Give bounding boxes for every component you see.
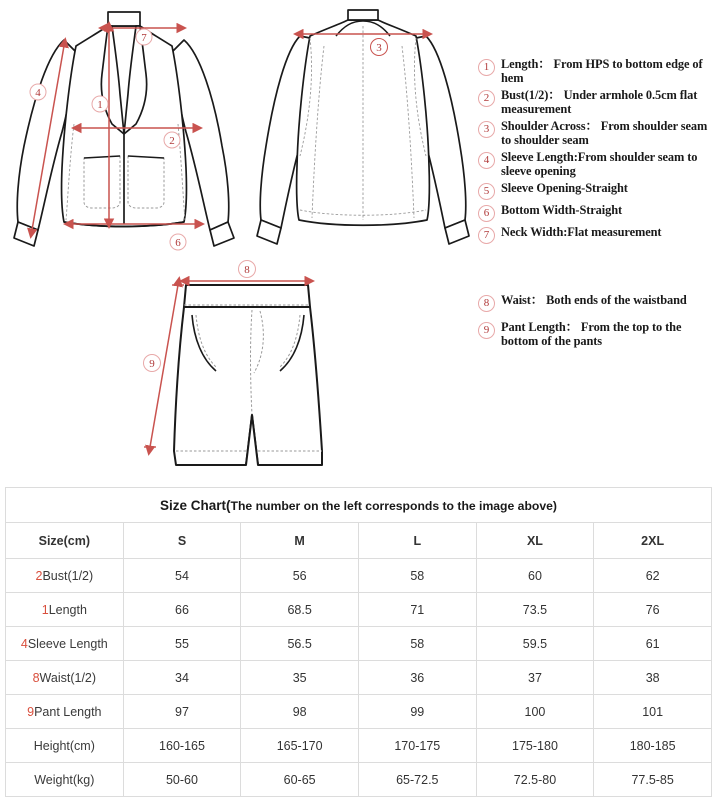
table-header-row <box>6 523 712 559</box>
cell-sleeve-s: 55 <box>123 627 241 661</box>
svg-text:3: 3 <box>376 42 382 54</box>
legend-marker-3: 3 <box>478 121 495 138</box>
cell-sleeve-l: 58 <box>358 627 476 661</box>
jacket-back-illustration <box>252 6 474 258</box>
cell-pant-xl: 100 <box>476 695 594 729</box>
cell-length-xl: 73.5 <box>476 593 594 627</box>
cell-height-l: 170-175 <box>358 729 476 763</box>
legend-text-9: Pant Length： From the top to the bottom of the pants <box>501 320 682 348</box>
legend-item <box>478 226 713 244</box>
row-label-length <box>6 593 124 627</box>
legend-text-1: Length： From HPS to bottom edge of hem <box>501 57 703 85</box>
legend-marker-1: 1 <box>478 59 495 76</box>
header-size-cm: Size(cm) <box>6 523 124 559</box>
cell-weight-l: 65-72.5 <box>358 763 476 797</box>
cell-waist-xl: 37 <box>476 661 594 695</box>
svg-text:9: 9 <box>149 358 155 370</box>
row-label-text: Sleeve Length <box>27 636 108 651</box>
size-chart-table <box>5 487 712 797</box>
row-marker-number: 4 <box>20 636 28 651</box>
cell-pant-2xl: 101 <box>594 695 712 729</box>
cell-weight-2xl: 77.5-85 <box>594 763 712 797</box>
legend-marker-8: 8 <box>478 295 495 312</box>
cell-bust-l: 58 <box>358 559 476 593</box>
legend-marker-2: 2 <box>478 90 495 107</box>
legend-item <box>478 151 713 178</box>
size-chart-title-main: Size Chart( <box>160 497 231 513</box>
table-row <box>6 763 712 797</box>
marker-4 <box>30 84 46 100</box>
row-label-text: Height(cm) <box>33 738 95 753</box>
svg-text:1: 1 <box>97 99 103 111</box>
row-label-bust <box>6 559 124 593</box>
legend-item <box>478 294 713 312</box>
jacket-front-illustration <box>8 6 246 258</box>
legend-text-4: Sleeve Length:From shoulder seam to sleeve opening <box>501 150 698 178</box>
row-label-text: Weight(kg) <box>34 772 95 787</box>
row-label-text: Bust(1/2) <box>42 568 94 583</box>
row-marker-number: 1 <box>41 602 49 617</box>
legend-item <box>478 182 713 200</box>
legend-item <box>478 120 713 147</box>
row-label-text: Length <box>48 602 87 617</box>
row-marker-number: 9 <box>27 704 35 719</box>
table-row <box>6 627 712 661</box>
row-marker-number: 2 <box>35 568 43 583</box>
cell-bust-s: 54 <box>123 559 241 593</box>
row-label-pant-length <box>6 695 124 729</box>
size-chart-title-sub: The number on the left corresponds to the image above) <box>230 498 557 513</box>
marker-8 <box>239 261 256 278</box>
cell-waist-s: 34 <box>123 661 241 695</box>
legend-item <box>478 58 713 85</box>
legend-text-6: Bottom Width-Straight <box>501 203 623 217</box>
cell-sleeve-xl: 59.5 <box>476 627 594 661</box>
cell-length-m: 68.5 <box>241 593 359 627</box>
cell-sleeve-m: 56.5 <box>241 627 359 661</box>
header-size-2xl: 2XL <box>594 523 712 559</box>
table-row <box>6 729 712 763</box>
cell-bust-m: 56 <box>241 559 359 593</box>
svg-text:8: 8 <box>244 264 250 276</box>
row-label-text: Pant Length <box>34 704 102 719</box>
legend-text-2: Bust(1/2)： Under armhole 0.5cm flat measurement <box>501 88 698 116</box>
cell-length-2xl: 76 <box>594 593 712 627</box>
cell-pant-l: 99 <box>358 695 476 729</box>
cell-height-m: 165-170 <box>241 729 359 763</box>
row-label-weight <box>6 763 124 797</box>
header-size-s: S <box>123 523 241 559</box>
marker-2 <box>164 132 180 148</box>
legend-text-8: Waist： Both ends of the waistband <box>501 293 687 307</box>
table-row <box>6 559 712 593</box>
svg-text:4: 4 <box>35 87 41 99</box>
cell-height-2xl: 180-185 <box>594 729 712 763</box>
cell-pant-m: 98 <box>241 695 359 729</box>
legend-marker-7: 7 <box>478 227 495 244</box>
cell-weight-xl: 72.5-80 <box>476 763 594 797</box>
cell-waist-m: 35 <box>241 661 359 695</box>
shorts-measurement-legend <box>478 294 713 357</box>
cell-pant-s: 97 <box>123 695 241 729</box>
row-marker-number: 8 <box>32 670 40 685</box>
row-label-waist <box>6 661 124 695</box>
cell-length-s: 66 <box>123 593 241 627</box>
cell-waist-2xl: 38 <box>594 661 712 695</box>
header-size-xl: XL <box>476 523 594 559</box>
table-row <box>6 661 712 695</box>
legend-marker-5: 5 <box>478 183 495 200</box>
cell-bust-xl: 60 <box>476 559 594 593</box>
legend-item <box>478 204 713 222</box>
marker-6 <box>170 234 186 250</box>
legend-marker-4: 4 <box>478 152 495 169</box>
size-chart-table-wrapper <box>5 487 712 797</box>
cell-waist-l: 36 <box>358 661 476 695</box>
legend-text-7: Neck Width:Flat measurement <box>501 225 662 239</box>
header-size-l: L <box>358 523 476 559</box>
legend-item <box>478 89 713 116</box>
cell-bust-2xl: 62 <box>594 559 712 593</box>
table-row <box>6 695 712 729</box>
legend-marker-6: 6 <box>478 205 495 222</box>
svg-text:7: 7 <box>141 32 147 44</box>
row-label-sleeve-length <box>6 627 124 661</box>
legend-marker-9: 9 <box>478 322 495 339</box>
legend-item <box>478 321 713 348</box>
cell-length-l: 71 <box>358 593 476 627</box>
marker-7 <box>136 29 152 45</box>
header-size-m: M <box>241 523 359 559</box>
marker-3 <box>371 39 388 56</box>
table-row <box>6 593 712 627</box>
size-chart-title <box>6 488 712 523</box>
cell-sleeve-2xl: 61 <box>594 627 712 661</box>
row-label-text: Waist(1/2) <box>39 670 97 685</box>
marker-9 <box>144 355 161 372</box>
cell-height-s: 160-165 <box>123 729 241 763</box>
shorts-illustration <box>132 255 344 483</box>
cell-weight-s: 50-60 <box>123 763 241 797</box>
row-label-height <box>6 729 124 763</box>
table-title-row <box>6 488 712 523</box>
cell-weight-m: 60-65 <box>241 763 359 797</box>
svg-text:6: 6 <box>175 237 181 249</box>
legend-text-5: Sleeve Opening-Straight <box>501 181 628 195</box>
svg-text:2: 2 <box>169 135 175 147</box>
marker-1 <box>92 96 108 112</box>
cell-height-xl: 175-180 <box>476 729 594 763</box>
jacket-measurement-legend <box>478 58 713 248</box>
legend-text-3: Shoulder Across： From shoulder seam to shoulder seam <box>501 119 708 147</box>
